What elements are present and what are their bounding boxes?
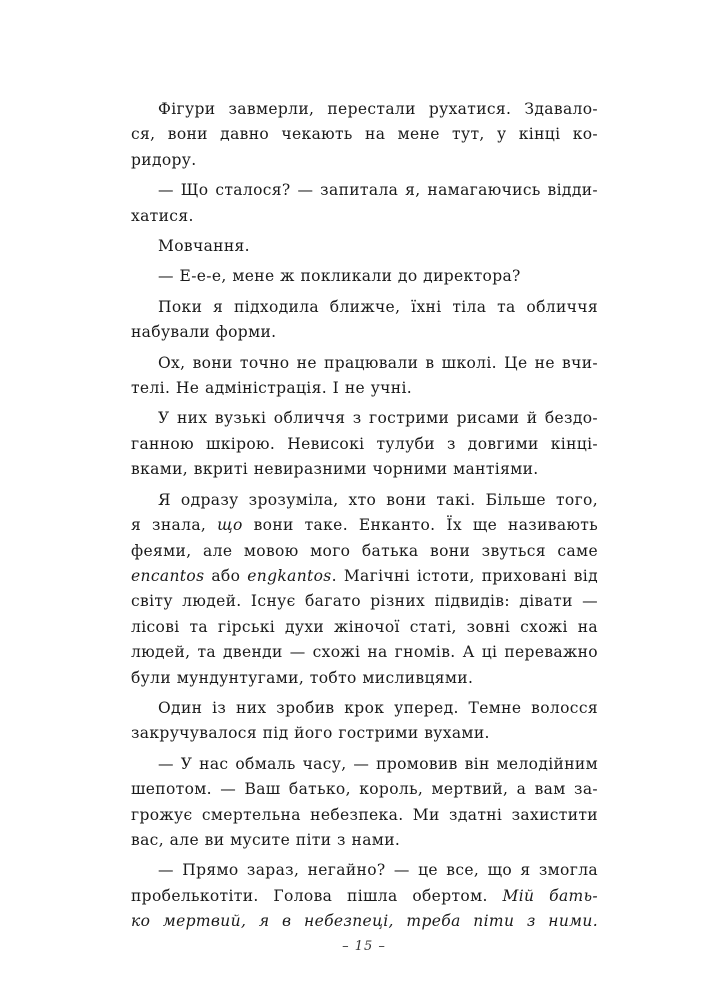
text-line: шепотом. — Ваш батько, король, мертвий, а вам за- bbox=[131, 780, 598, 799]
page-number: – 15 – bbox=[342, 939, 386, 954]
text-line: вас, але ви мусите піти з нами. bbox=[131, 830, 401, 849]
text-line bbox=[131, 909, 598, 934]
text-line: закручувалося під його гострими вухами. bbox=[131, 724, 490, 743]
paragraph bbox=[131, 488, 598, 691]
text-line: світу людей. Існує багато різних підвидів: дівати — bbox=[131, 592, 598, 611]
text-line: вками, вкриті невиразними чорними мантіями. bbox=[131, 460, 539, 479]
paragraph bbox=[131, 858, 598, 934]
paragraph bbox=[131, 97, 598, 173]
paragraph bbox=[131, 295, 598, 346]
text-line: Один із них зробив крок уперед. Темне волосся bbox=[158, 698, 598, 717]
italic-phrase: ко мертвий, я в небезпеці, треба піти з ними. bbox=[131, 912, 598, 931]
text-line: ридору. bbox=[131, 150, 197, 169]
text-line: Ох, вони точно не працювали в школі. Це не вчи- bbox=[158, 353, 598, 372]
paragraph bbox=[131, 178, 598, 229]
text-line: encantos або engkantos. Магічні істоти, приховані від bbox=[131, 566, 599, 585]
paragraph bbox=[131, 406, 598, 482]
paragraph bbox=[131, 752, 598, 854]
italic-word: engkantos bbox=[247, 566, 332, 585]
italic-phrase: Мій бать- bbox=[502, 886, 598, 905]
text-line: я знала, що вони таке. Енканто. Їх ще називають bbox=[131, 516, 599, 535]
italic-word: encantos bbox=[131, 566, 205, 585]
text-line: ганною шкірою. Невисокі тулуби з довгими кінці- bbox=[131, 434, 598, 453]
text-line: У них вузькі обличчя з гострими рисами й бездо- bbox=[158, 409, 598, 428]
text-line: — Прямо зараз, негайно? — це все, що я змогла bbox=[158, 861, 598, 880]
text-line: — У нас обмаль часу, — промовив він мелодійним bbox=[158, 754, 598, 773]
paragraph bbox=[131, 234, 598, 259]
paragraph bbox=[131, 264, 598, 289]
text-line: — Е-е-е, мене ж покликали до директора? bbox=[158, 267, 521, 286]
text-line: людей, та двенди — схожі на гномів. А ці переважно bbox=[131, 643, 598, 662]
page-body bbox=[131, 97, 598, 935]
text-line: Поки я підходила ближче, їхні тіла та обличчя bbox=[158, 297, 598, 316]
text-line: Я одразу зрозуміла, хто вони такі. Більше того, bbox=[158, 490, 598, 509]
text-line: пробелькотіти. Голова пішла обертом. Мій бать- bbox=[131, 886, 598, 905]
text-line: Мовчання. bbox=[158, 237, 250, 256]
italic-word: що bbox=[217, 516, 243, 535]
text-line: ся, вони давно чекають на мене тут, у кінці ко- bbox=[131, 125, 598, 144]
text-line: лісові та гірські духи жіночої статі, зовні схожі на bbox=[131, 617, 598, 636]
text-line: грожує смертельна небезпека. Ми здатні захистити bbox=[131, 805, 598, 824]
text-line: телі. Не адміністрація. І не учні. bbox=[131, 379, 413, 398]
paragraph bbox=[131, 351, 598, 402]
text-line: були мундунтугами, тобто мисливцями. bbox=[131, 668, 474, 687]
text-line: набували форми. bbox=[131, 323, 277, 342]
paragraph bbox=[131, 696, 598, 747]
text-line: Фігури завмерли, перестали рухатися. Здавало- bbox=[158, 100, 598, 118]
text-line: — Що сталося? — запитала я, намагаючись відди- bbox=[158, 181, 598, 200]
text-line: хатися. bbox=[131, 206, 194, 225]
text-line: феями, але мовою мого батька вони звуться саме bbox=[131, 541, 598, 560]
